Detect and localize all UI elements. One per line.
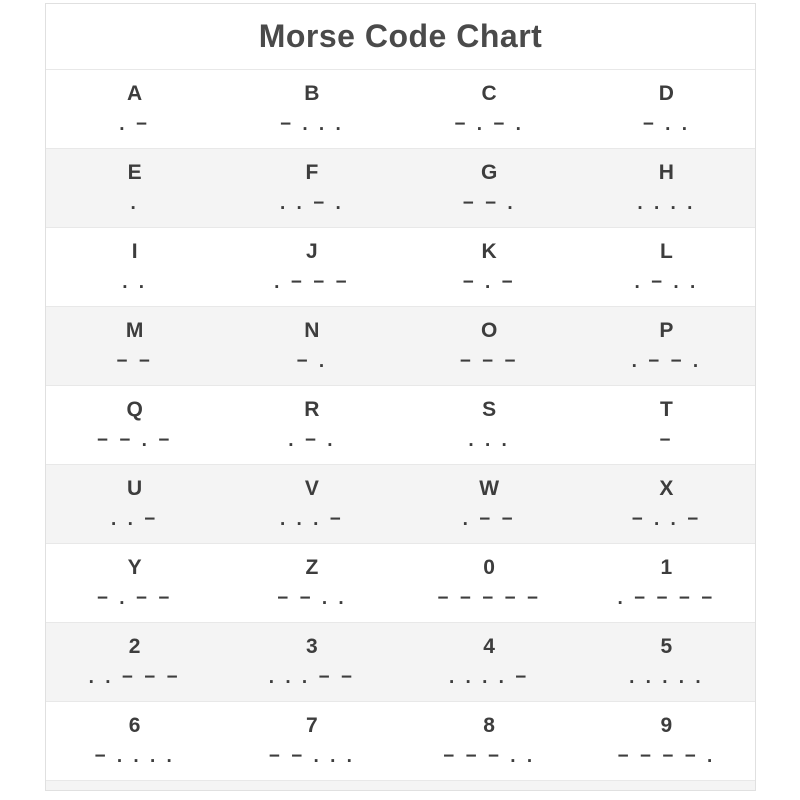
morse-cell-3 (223, 623, 400, 701)
morse-cell-Y (46, 544, 223, 622)
cell-character: 2 (128, 635, 141, 658)
cell-character: 6 (128, 714, 141, 737)
morse-cell-K (401, 228, 578, 306)
morse-cell-Z (223, 544, 400, 622)
cell-morse-code: . − − (462, 509, 516, 530)
cell-morse-code: − − − − − (437, 588, 541, 609)
cell-morse-code: . . . . (637, 193, 696, 214)
cell-morse-code: . . . . . (629, 667, 704, 688)
morse-cell-S (401, 386, 578, 464)
morse-cell-6 (46, 702, 223, 780)
cell-morse-code: . − − − − (617, 588, 716, 609)
cell-character: P (659, 319, 674, 342)
table-row (46, 70, 755, 149)
table-row (46, 702, 755, 781)
morse-cell-I (46, 228, 223, 306)
cell-morse-code: . − . (288, 430, 336, 451)
morse-cell-V (223, 465, 400, 543)
cell-character: U (127, 477, 143, 500)
cell-morse-code: . − − . (631, 351, 702, 372)
cell-morse-code: . (130, 193, 139, 214)
table-row (46, 465, 755, 544)
morse-cell-W (401, 465, 578, 543)
cell-morse-code: − − (116, 351, 153, 372)
cell-morse-code: − (659, 430, 674, 451)
cell-morse-code: − − − (459, 351, 519, 372)
cell-character: H (658, 161, 674, 184)
cell-morse-code: − . . − (631, 509, 702, 530)
morse-cell-P (578, 307, 755, 385)
cell-morse-code: . . − . (279, 193, 344, 214)
morse-cell-Q (46, 386, 223, 464)
cell-character: F (305, 161, 319, 184)
cell-morse-code: − . . . . (94, 746, 175, 767)
morse-cell-1 (578, 544, 755, 622)
table-row (46, 149, 755, 228)
cell-morse-code: − − − . . (443, 746, 536, 767)
morse-chart-card (45, 3, 756, 791)
cell-morse-code: . . − − − (88, 667, 181, 688)
cell-character: A (127, 82, 143, 105)
morse-cell-4 (401, 623, 578, 701)
cell-character: Q (126, 398, 143, 421)
cell-character: Y (127, 556, 142, 579)
morse-cell-A (46, 70, 223, 148)
cell-morse-code: − . − − (96, 588, 173, 609)
morse-cell-E (46, 149, 223, 227)
morse-cell-C (401, 70, 578, 148)
cell-morse-code: . . (122, 272, 148, 293)
cell-character: S (482, 398, 497, 421)
cell-character: D (658, 82, 674, 105)
cell-character: Z (305, 556, 319, 579)
cell-character: O (480, 319, 498, 342)
cell-character: G (480, 161, 498, 184)
cell-character: N (304, 319, 320, 342)
table-row (46, 386, 755, 465)
morse-cell-T (578, 386, 755, 464)
cell-character: 7 (306, 714, 318, 737)
morse-cell-N (223, 307, 400, 385)
morse-cell-9 (578, 702, 755, 780)
morse-cell-0 (401, 544, 578, 622)
table-row (46, 307, 755, 386)
morse-cell-M (46, 307, 223, 385)
cell-morse-code: − . − . (454, 114, 524, 135)
table-row (46, 544, 755, 623)
cell-character: T (659, 398, 673, 421)
morse-cell-R (223, 386, 400, 464)
morse-cell-O (401, 307, 578, 385)
cell-character: R (304, 398, 320, 421)
chart-body (46, 70, 755, 790)
morse-cell-7 (223, 702, 400, 780)
cell-character: 9 (660, 714, 673, 737)
cell-morse-code: . . . . − (448, 667, 530, 688)
morse-cell-8 (401, 702, 578, 780)
cell-character: J (306, 240, 318, 263)
morse-cell-2 (46, 623, 223, 701)
chart-title-row (46, 4, 755, 70)
cell-morse-code: . . − (111, 509, 159, 530)
cell-morse-code: − . (296, 351, 328, 372)
cell-character: I (131, 240, 138, 263)
cell-morse-code: − − − − . (617, 746, 716, 767)
morse-cell-D (578, 70, 755, 148)
cell-morse-code: . − − − (274, 272, 350, 293)
cell-morse-code: − − . . . (268, 746, 355, 767)
cell-character: 3 (306, 635, 318, 658)
cell-character: C (481, 82, 497, 105)
cell-character: W (479, 477, 500, 500)
cell-morse-code: − − . . (277, 588, 347, 609)
table-row-partial (46, 781, 755, 790)
cell-character: E (127, 161, 142, 184)
cell-character: V (304, 477, 319, 500)
cell-morse-code: . . . (468, 430, 510, 451)
morse-cell-L (578, 228, 755, 306)
cell-character: 1 (660, 556, 673, 579)
cell-character: B (304, 82, 320, 105)
cell-morse-code: . − (119, 114, 150, 135)
cell-character: K (481, 240, 497, 263)
morse-cell-G (401, 149, 578, 227)
cell-character: 4 (483, 635, 495, 658)
morse-cell-X (578, 465, 755, 543)
morse-cell-H (578, 149, 755, 227)
cell-morse-code: . . . − (279, 509, 344, 530)
morse-cell-J (223, 228, 400, 306)
cell-morse-code: . − . . (634, 272, 699, 293)
morse-cell-U (46, 465, 223, 543)
page-title: Morse Code Chart (258, 18, 543, 54)
morse-cell-F (223, 149, 400, 227)
cell-morse-code: . . . − − (268, 667, 355, 688)
cell-character: L (659, 240, 673, 263)
table-row (46, 623, 755, 702)
cell-character: 5 (660, 635, 673, 658)
cell-morse-code: − . − (462, 272, 516, 293)
morse-cell-5 (578, 623, 755, 701)
cell-character: M (125, 319, 144, 342)
cell-character: X (659, 477, 674, 500)
cell-character: 0 (483, 556, 495, 579)
morse-cell-B (223, 70, 400, 148)
cell-morse-code: − . . . (279, 114, 344, 135)
table-row (46, 228, 755, 307)
cell-morse-code: − − . (462, 193, 516, 214)
cell-character: 8 (483, 714, 495, 737)
cell-morse-code: − . . (642, 114, 690, 135)
cell-morse-code: − − . − (96, 430, 173, 451)
